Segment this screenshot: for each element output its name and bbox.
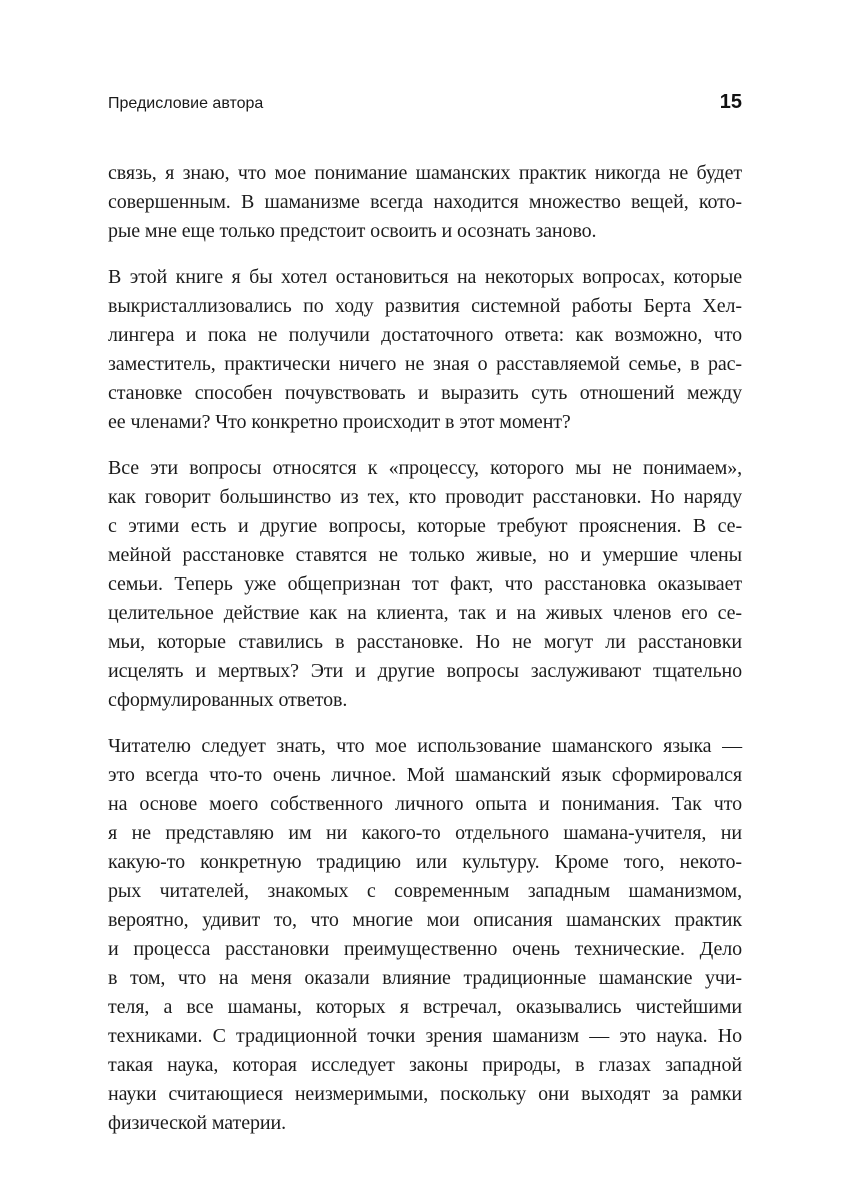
paragraph	[108, 454, 742, 715]
text-line: науки считающиеся неизмеримыми, поскольку они выходят за рамки	[108, 1083, 742, 1105]
text-line: заместитель, практически ничего не зная о расставляемой семье, в рас-	[108, 353, 742, 375]
body-text	[108, 159, 742, 1155]
paragraph	[108, 732, 742, 1138]
text-line: теля, а все шаманы, которых я встречал, оказывались чистейшими	[108, 996, 742, 1018]
text-line: я не представляю им ни какого-то отдельного шамана-учителя, ни	[108, 822, 742, 844]
text-line: целительное действие как на клиента, так и на живых членов его се-	[108, 602, 742, 624]
text-line: Все эти вопросы относятся к «процессу, которого мы не понимаем»,	[108, 457, 742, 479]
text-line: становке способен почувствовать и выразить суть отношений между	[108, 382, 742, 404]
text-line: выкристаллизовались по ходу развития системной работы Берта Хел-	[108, 295, 742, 317]
text-line: совершенным. В шаманизме всегда находится множество вещей, кото-	[108, 191, 742, 213]
text-line: такая наука, которая исследует законы природы, в глазах западной	[108, 1054, 742, 1076]
text-line: с этими есть и другие вопросы, которые требуют прояснения. В се-	[108, 515, 742, 537]
text-line: это всегда что-то очень личное. Мой шаманский язык сформировался	[108, 764, 742, 786]
text-line: рых читателей, знакомых с современным западным шаманизмом,	[108, 880, 742, 902]
text-line: семьи. Теперь уже общепризнан тот факт, что расстановка оказывает	[108, 573, 742, 595]
text-line: исцелять и мертвых? Эти и другие вопросы заслуживают тщательно	[108, 660, 742, 682]
paragraph	[108, 159, 742, 246]
section-title: Предисловие автора	[108, 95, 264, 112]
text-line: мьи, которые ставились в расстановке. Но не могут ли расстановки	[108, 631, 742, 653]
text-line: как говорит большинство из тех, кто проводит расстановки. Но наряду	[108, 486, 742, 508]
text-line: физической материи.	[108, 1112, 286, 1134]
text-line: на основе моего собственного личного опыта и понимания. Так что	[108, 793, 742, 815]
text-line: рые мне еще только предстоит освоить и осознать заново.	[108, 220, 597, 242]
text-line: мейной расстановке ставятся не только живые, но и умершие члены	[108, 544, 742, 566]
text-line: вероятно, удивит то, что многие мои описания шаманских практик	[108, 909, 742, 931]
text-line: связь, я знаю, что мое понимание шаманских практик никогда не будет	[108, 162, 742, 184]
text-line: лингера и пока не получили достаточного ответа: как возможно, что	[108, 324, 742, 346]
text-line: В этой книге я бы хотел остановиться на некоторых вопросах, которые	[108, 266, 742, 288]
paragraph	[108, 263, 742, 437]
text-line: в том, что на меня оказали влияние традиционные шаманские учи-	[108, 967, 742, 989]
running-header	[108, 93, 742, 119]
text-line: сформулированных ответов.	[108, 689, 348, 711]
page-number: 15	[719, 91, 742, 113]
text-line: и процесса расстановки преимущественно очень технические. Дело	[108, 938, 742, 960]
text-line: какую-то конкретную традицию или культуру. Кроме того, некото-	[108, 851, 742, 873]
text-line: техниками. С традиционной точки зрения шаманизм — это наука. Но	[108, 1025, 742, 1047]
text-line: ее членами? Что конкретно происходит в этот момент?	[108, 411, 571, 433]
text-line: Читателю следует знать, что мое использование шаманского языка —	[108, 735, 742, 757]
